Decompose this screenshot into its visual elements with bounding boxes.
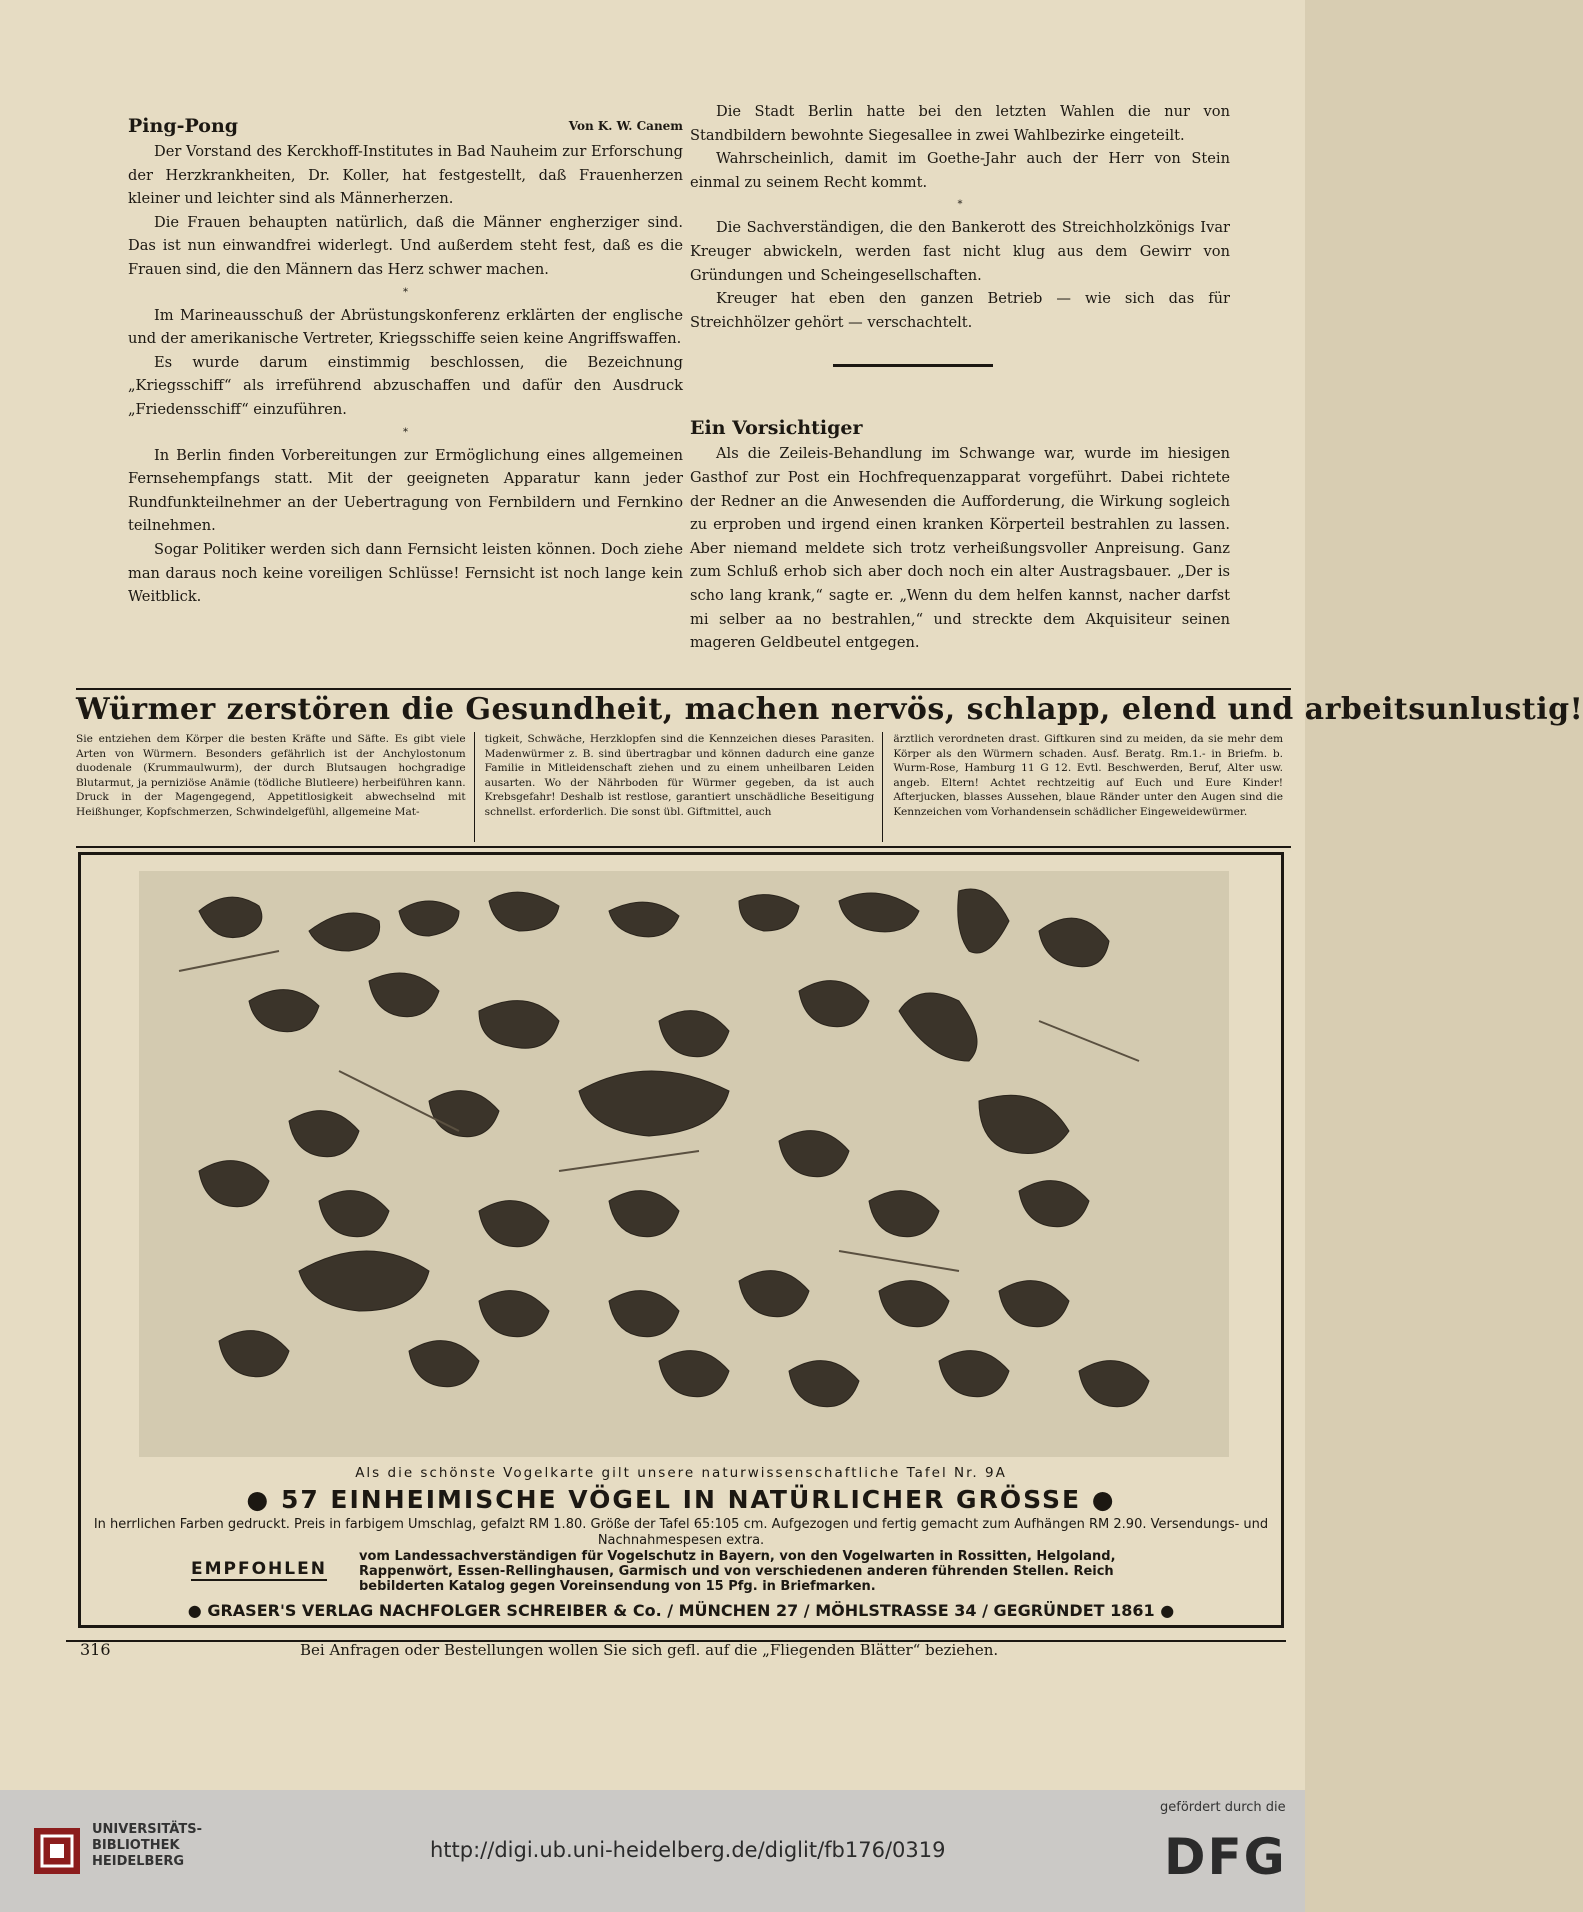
right-column (690, 100, 1230, 655)
paragraph: Der Vorstand des Kerckhoff-Institutes in Bad Nauheim zur Erforschung der Herzkrankheiten, Dr. Koller, hat festgestellt, daß Frauenherzen kleiner und leichter sind als Männerherzen. (128, 143, 683, 208)
paragraph: Wahrscheinlich, damit im Goethe-Jahr auch der Herr von Stein einmal zu seinem Recht kommt. (690, 150, 1230, 191)
footer-note: Bei Anfragen oder Bestellungen wollen Sie sich gefl. auf die „Fliegenden Blätter“ beziehen. (300, 1641, 999, 1659)
publisher-line: ● GRASER'S VERLAG NACHFOLGER SCHREIBER & Co. / MÜNCHEN 27 / MÖHLSTRASSE 34 / GEGRÜNDET 1861 ● (187, 1601, 1175, 1620)
paragraph: Die Sachverständigen, die den Bankerott des Streichholzkönigs Ivar Kreuger abwickeln, werden fast nicht klug aus dem Gewirr von Gründungen und Scheingesellschaften. (690, 219, 1230, 284)
left-column (128, 112, 683, 609)
article-heading-ping-pong: Ping-Pong Von K. W. Canem (128, 112, 683, 140)
ad-text-column: ärztlich verordneten drast. Giftkuren sind zu meiden, da sie mehr dem Körper als den Würmern schaden. Ausf. Beratg. Rm.1.- in Briefm. b. Wurm-Rose, Hamburg 11 G 12. Evtl. Beschwerden, Beruf, Alter usw. angeb. Eltern! Achtet rechtzeitig auf Euch und Eure Kinder! Afterjucken, blasses Aussehen, blaue Ränder unter den Augen sind die Kennzeichen vom Vorhandensein schädlicher Eingeweidewürmer. (893, 733, 1284, 818)
paragraph: Kreuger hat eben den ganzen Betrieb — wie sich das für Streichhölzer gehört — verschachtelt. (690, 290, 1230, 331)
ad-headline: Würmer zerstören die Gesundheit, machen nervös, schlapp, elend und arbeitsunlustig! (76, 692, 1583, 727)
recommend-text: vom Landessachverständigen für Vogelschutz in Bayern, von den Vogelwarten in Rossitten, Helgoland, Rappenwört, Essen-Rellinghausen, Garmisch und von verschiedenen anderen führenden Stellen. Reich bebilderten Katalog gegen Voreinsendung von 15 Pfg. in Briefmarken. (359, 1549, 1116, 1594)
library-footer-band (0, 1790, 1305, 1912)
page-number: 316 (80, 1640, 111, 1659)
source-url-link[interactable]: http://digi.ub.uni-heidelberg.de/diglit/fb176/0319 (430, 1838, 946, 1862)
plate-headline: ● 57 EINHEIMISCHE VÖGEL IN NATÜRLICHER GRÖSSE ● (246, 1485, 1116, 1514)
library-name: UNIVERSITÄTS- BIBLIOTHEK HEIDELBERG (92, 1822, 202, 1869)
separator-star: * (957, 199, 963, 211)
separator-star: * (403, 426, 408, 438)
plate-description: In herrlichen Farben gedruckt. Preis in farbigem Umschlag, gefalzt RM 1.80. Größe der Tafel 65:105 cm. Aufgezogen und fertig gemacht zum Aufhängen RM 2.90. Versendungs- und Nachnahmespesen extra. (93, 1517, 1269, 1548)
paragraph: Es wurde darum einstimmig beschlossen, die Bezeichnung „Kriegsschiff“ als irreführend abzuschaffen und dafür den Ausdruck „Friedensschiff“ einzuführen. (128, 353, 683, 418)
paragraph: Sogar Politiker werden sich dann Fernsicht leisten können. Doch ziehe man daraus noch keine voreiligen Schlüsse! Fernsicht ist noch lange kein Weitblick. (128, 540, 683, 606)
worm-advertisement (76, 688, 1583, 848)
plate-caption: Als die schönste Vogelkarte gilt unsere naturwissenschaftliche Tafel Nr. 9A (355, 1465, 1007, 1481)
separator-star: * (403, 286, 408, 298)
paragraph: In Berlin finden Vorbereitungen zur Ermöglichung eines allgemeinen Fernsehempfangs statt. Mit der geeigneten Apparatur kann jeder Rundfunkteilnehmer an der Uebertragung von Fernbildern und Fernkino teilnehmen. (128, 446, 683, 535)
paragraph: Als die Zeileis-Behandlung im Schwange war, wurde im hiesigen Gasthof zur Post ein Hochfrequenzapparat vorgeführt. Dabei richtete der Redner an die Anwesenden die Aufforderung, die Wirkung sogleich zu erproben und irgend einen kranken Körperteil bestrahlen zu lassen. Aber niemand meldete sich trotz verheißungsvoller Anpreisung. Ganz zum Schluß erhob sich aber doch noch ein alter Austragsbauer. „Der is scho lang krank,“ sagte er. „Wenn du dem helfen kannst, nacher darfst mi selber aa no bestrahlen,“ und streckte dem Akquisiteur seinen mageren Geldbeutel entgegen. (690, 445, 1230, 652)
paragraph: Die Stadt Berlin hatte bei den letzten Wahlen die nur von Standbildern bewohnte Siegesallee in zwei Wahlbezirke eingeteilt. (690, 103, 1230, 144)
funding-note: gefördert durch die (1160, 1800, 1286, 1815)
article-heading-ein-vorsichtiger: Ein Vorsichtiger (690, 417, 863, 440)
birds-illustration (139, 871, 1229, 1457)
ad-text-column: Sie entziehen dem Körper die besten Kräfte und Säfte. Es gibt viele Arten von Würmern. Besonders gefährlich ist der Anchylostonum duodenale (Krummaulwurm), der durch Blutsaugen hochgradige Blutarmut, ja perniziöse Anämie (tödliche Blutleere) herbeiführen kann. Druck in der Magengegend, Appetitlosigkeit abwechselnd mit Heißhunger, Kopfschmerzen, Schwindelgefühl, allgemeine Mat- (76, 732, 475, 842)
bird-plate-illustration (139, 871, 1229, 1457)
ad-text-column: tigkeit, Schwäche, Herzklopfen sind die Kennzeichen dieses Parasiten. Madenwürmer z. B. sind übertragbar und können dadurch eine ganze Familie in Mitleidenschaft ziehen und zu einem unheilbaren Leiden ausarten. Wo der Nährboden für Würmer gegeben, da ist auch Krebsgefahr! Deshalb ist restlose, garantiert unschädliche Beseitigung schnellst. erforderlich. Die sonst übl. Giftmittel, auch (485, 732, 884, 842)
byline: Von K. W. Canem (568, 119, 683, 133)
university-library-logo-icon (34, 1828, 80, 1874)
plate-caption-block (81, 1463, 1281, 1549)
recommend-label: EMPFOHLEN (191, 1559, 327, 1579)
paragraph: Im Marineausschuß der Abrüstungskonferenz erklärten der englische und der amerikanische Vertreter, Kriegsschiffe seien keine Angriffswaffen. (128, 306, 683, 348)
bird-plate-advertisement (78, 852, 1284, 1628)
dfg-logo: DFG (1164, 1828, 1287, 1886)
paragraph: Die Frauen behaupten natürlich, daß die Männer engherziger sind. Das ist nun einwandfrei widerlegt. Und außerdem steht fest, daß es die Frauen sind, die den Männern das Herz schwer machen. (128, 213, 683, 278)
section-divider (833, 364, 993, 367)
bullet: ● (246, 1485, 271, 1514)
bullet: ● (1091, 1485, 1116, 1514)
